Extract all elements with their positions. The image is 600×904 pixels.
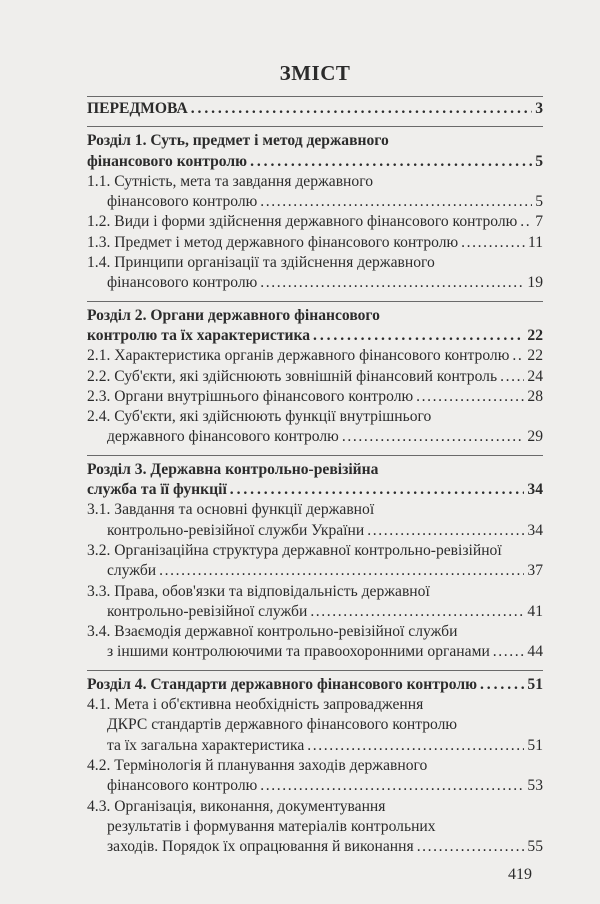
toc-line [87, 99, 543, 119]
toc-entry-text: фінансового контролю [107, 193, 258, 211]
toc-subentry [87, 212, 543, 232]
page-number: 419 [508, 866, 532, 883]
toc-line [87, 736, 543, 756]
toc-entry-text: фінансового контролю [107, 777, 258, 795]
toc-line [87, 427, 543, 447]
toc-entry-text: контролю та їх характеристика [87, 326, 311, 344]
toc-page-number: 19 [527, 274, 543, 292]
toc-page-number: 44 [527, 643, 543, 661]
toc-entry-text: 2.2. Суб'єкти, які здійснюють зовнішній фінансовий контроль [87, 367, 498, 385]
toc-entry-text: 3.2. Організаційна структура державної контрольно-ревізійної [87, 541, 502, 559]
dot-leader [159, 561, 524, 581]
toc-entry-text: служба та її функції [87, 481, 227, 499]
toc-entry-text: 1.4. Принципи організації та здійснення державного [87, 254, 435, 272]
toc-line [87, 715, 543, 735]
dot-leader [480, 675, 524, 695]
toc-line [87, 480, 543, 500]
toc-line [87, 817, 543, 837]
title-rule [87, 96, 543, 97]
toc-entry-text: державного фінансового контролю [107, 428, 339, 446]
toc-entry-text: 1.3. Предмет і метод державного фінансового контролю [87, 233, 459, 251]
toc-line [87, 797, 543, 817]
dot-leader [417, 837, 525, 857]
toc-section [87, 460, 543, 501]
toc-line [87, 675, 543, 695]
dot-leader [512, 346, 524, 366]
toc-line [87, 582, 543, 602]
toc-subentry [87, 695, 543, 756]
toc-page-number: 5 [535, 152, 543, 170]
toc-subentry [87, 172, 543, 213]
toc-subentry [87, 541, 543, 582]
toc-entry-text: заходів. Порядок їх опрацювання й виконання [107, 838, 414, 856]
dot-leader [342, 427, 525, 447]
toc-entry-text: результатів і формування матеріалів контрольних [107, 817, 436, 835]
dot-leader [191, 99, 532, 119]
toc-page-number: 34 [527, 481, 543, 499]
toc-entry-text: контрольно-ревізійної служби України [107, 521, 365, 539]
toc-line [87, 642, 543, 662]
toc-entry-text: 4.2. Термінологія й планування заходів державного [87, 756, 428, 774]
toc-subentry [87, 582, 543, 623]
toc-line [87, 756, 543, 776]
toc-line [87, 172, 543, 192]
toc-line [87, 253, 543, 273]
toc-page-number: 11 [527, 233, 543, 251]
dot-leader [461, 233, 525, 253]
toc-page-number: 34 [527, 521, 543, 539]
toc-line [87, 233, 543, 253]
toc-page-number: 28 [527, 387, 543, 405]
toc-line [87, 273, 543, 293]
toc-line [87, 212, 543, 232]
toc-line [87, 541, 543, 561]
toc-subentry [87, 253, 543, 294]
toc-entry-text: 3.1. Завдання та основні функції державної [87, 501, 375, 519]
dot-leader [493, 642, 525, 662]
toc-page-number: 37 [527, 562, 543, 580]
toc-line [87, 837, 543, 857]
toc-entries [87, 99, 543, 857]
toc-entry-text: 2.3. Органи внутрішнього фінансового контролю [87, 387, 414, 405]
toc-entry-text: 4.1. Мета і об'єктивна необхідність запровадження [87, 696, 424, 714]
toc-entry-text: ДКРС стандартів державного фінансового контролю [107, 716, 458, 734]
toc-page-number: 7 [535, 213, 543, 231]
toc-entry-text: з іншими контролюючими та правоохоронними органами [107, 643, 490, 661]
dot-leader [367, 521, 524, 541]
toc-page-number: 29 [527, 428, 543, 446]
toc-subentry [87, 407, 543, 448]
toc-line [87, 346, 543, 366]
toc-line [87, 695, 543, 715]
toc-page-number: 51 [527, 736, 543, 754]
toc-line [87, 326, 543, 346]
toc-entry-text: Розділ 4. Стандарти державного фінансового контролю [87, 675, 477, 693]
toc-preface [87, 99, 543, 119]
toc-entry-text: 2.1. Характеристика органів державного фінансового контролю [87, 347, 510, 365]
toc-section [87, 131, 543, 172]
toc-line [87, 500, 543, 520]
toc-entry-text: фінансового контролю [87, 152, 248, 170]
toc-entry-text: фінансового контролю [107, 274, 258, 292]
toc-entry-text: Розділ 2. Органи державного фінансового [87, 306, 380, 324]
toc-section [87, 675, 543, 695]
dot-leader [250, 152, 532, 172]
toc-entry-text: 3.4. Взаємодія державної контрольно-ревізійної служби [87, 623, 458, 641]
toc-line [87, 152, 543, 172]
section-rule [87, 670, 543, 671]
section-rule [87, 126, 543, 127]
toc-line [87, 622, 543, 642]
dot-leader [260, 273, 524, 293]
toc-subentry [87, 346, 543, 366]
section-rule [87, 301, 543, 302]
toc-entry-text: 1.1. Сутність, мета та завдання державного [87, 172, 374, 190]
toc-page-number: 53 [527, 777, 543, 795]
toc-page-number: 5 [535, 193, 543, 211]
toc-title: ЗМІСТ [279, 61, 351, 85]
toc-subentry [87, 387, 543, 407]
toc-entry-text: служби [107, 562, 157, 580]
toc-line [87, 131, 543, 151]
toc-subentry [87, 367, 543, 387]
toc-line [87, 387, 543, 407]
toc-subentry [87, 233, 543, 253]
toc-entry-text: Розділ 3. Державна контрольно-ревізійна [87, 460, 379, 478]
dot-leader [307, 736, 524, 756]
table-of-contents [87, 56, 543, 857]
toc-line [87, 407, 543, 427]
dot-leader [260, 192, 532, 212]
toc-page-number: 55 [527, 838, 543, 856]
toc-entry-text: 4.3. Організація, виконання, документування [87, 797, 386, 815]
toc-entry-text: ПЕРЕДМОВА [87, 100, 188, 117]
toc-line [87, 602, 543, 622]
toc-line [87, 306, 543, 326]
toc-entry-text: контрольно-ревізійної служби [107, 602, 308, 620]
dot-leader [260, 776, 524, 796]
toc-line [87, 561, 543, 581]
toc-line [87, 460, 543, 480]
toc-section [87, 306, 543, 347]
toc-entry-text: Розділ 1. Суть, предмет і метод державного [87, 132, 389, 150]
toc-line [87, 776, 543, 796]
toc-page-number: 51 [527, 675, 543, 693]
toc-entry-text: та їх загальна характеристика [107, 736, 305, 754]
dot-leader [500, 367, 524, 387]
toc-line [87, 521, 543, 541]
toc-page-number: 22 [527, 347, 543, 365]
toc-subentry [87, 797, 543, 858]
dot-leader [520, 212, 532, 232]
toc-page-number: 22 [527, 326, 543, 344]
toc-subentry [87, 500, 543, 541]
toc-subentry [87, 622, 543, 663]
section-rule [87, 455, 543, 456]
dot-leader [416, 387, 524, 407]
dot-leader [313, 326, 524, 346]
toc-subentry [87, 756, 543, 797]
toc-line [87, 367, 543, 387]
toc-page-number: 24 [527, 367, 543, 385]
toc-line [87, 192, 543, 212]
toc-entry-text: 1.2. Види і форми здійснення державного фінансового контролю [87, 213, 518, 231]
dot-leader [310, 602, 524, 622]
toc-page-number: 3 [535, 100, 543, 117]
toc-entry-text: 3.3. Права, обов'язки та відповідальність державної [87, 582, 430, 600]
toc-entry-text: 2.4. Суб'єкти, які здійснюють функції внутрішнього [87, 408, 432, 426]
dot-leader [230, 480, 525, 500]
toc-page-number: 41 [527, 602, 543, 620]
